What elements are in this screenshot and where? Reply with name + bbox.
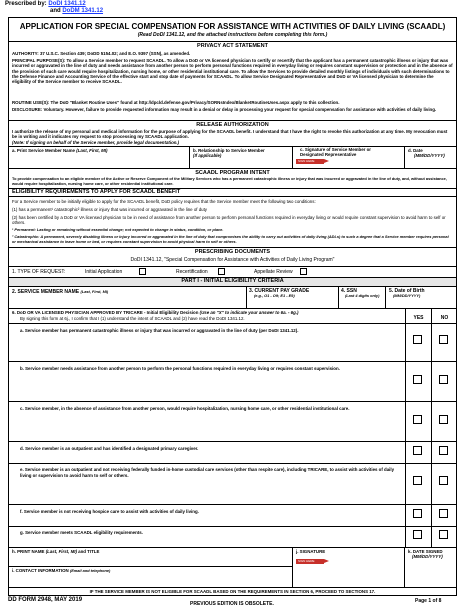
criteria-c-no-checkbox[interactable] xyxy=(439,415,448,424)
part1-heading: PART I - INITIAL ELIGIBILITY CRITERIA xyxy=(9,278,456,286)
criteria-a-label: a. Service member has permanent catastrophic illness or injury that was incurred or aggravated in the line of duty (per DoDI 1341.12). xyxy=(20,327,299,333)
appellate-review-checkbox[interactable] xyxy=(300,268,307,275)
service-member-name-field[interactable]: 2. SERVICE MEMBER NAME (Last, First, MI) xyxy=(12,289,109,295)
criteria-g-yes-checkbox[interactable] xyxy=(413,530,422,539)
criteria-e-yes-checkbox[interactable] xyxy=(413,476,422,485)
criteria-f-label: f. Service member is not receiving hospice care to assist with activities of daily living. xyxy=(20,508,199,514)
eligibility-condition-1: (1) has a permanent¹ catastrophic² illness or injury that was incurred or aggravated in the line of duty xyxy=(12,207,207,212)
pay-grade-field[interactable]: 3. CURRENT PAY GRADE (e.g., O1 - O9; E1 - E9) xyxy=(249,288,310,298)
and-label: and xyxy=(50,8,61,14)
form-title: APPLICATION FOR SPECIAL COMPENSATION FOR ASSISTANCE WITH ACTIVITIES OF DAILY LIVING (SCAADL) xyxy=(19,22,446,31)
physician-signature-field[interactable]: j. SIGNATURE xyxy=(296,549,326,554)
criteria-c-label: c. Service member, in the absence of assistance from another person, would require hospitalization, nursing home care, or other residential institutional care. xyxy=(20,405,350,411)
initial-application-checkbox[interactable] xyxy=(139,268,146,275)
criteria-e-label: e. Service member is an outpatient and not receiving federally funded in-home custodial care services (other than respite care), including TRICARE, to assist with activities of daily living or supervision to avoid harm to self or others. xyxy=(20,467,395,478)
ssn-field[interactable]: 4. SSN (Last 4 digits only) xyxy=(341,288,380,298)
prescribing-text: DoDI 1341.12, "Special Compensation for Assistance with Activities of Daily Living Program" xyxy=(130,257,335,263)
sign-here-flag: SIGN HERE xyxy=(296,159,324,164)
criteria-b-no-checkbox[interactable] xyxy=(439,375,448,384)
footer-note: IF THE SERVICE MEMBER IS NOT ELIGIBLE FOR SCAADL BASED ON THE REQUIREMENTS IN SECTION 6, PROCEED TO SECTIONS 17. xyxy=(89,589,376,594)
release-signature-field[interactable]: c. Signature of Service Member or Designated Representative xyxy=(300,147,372,158)
criteria-a-yes-checkbox[interactable] xyxy=(413,335,422,344)
release-name-field[interactable]: a. Print Service Member Name (Last, First, MI) xyxy=(12,148,108,153)
privacy-routine: ROUTINE USE(S): The DoD "Blanket Routine Uses" found at http://dpcld.defense.gov/Privacy/SORNsIndex/BlanketRoutineUses.aspx apply to this collection. xyxy=(12,100,340,105)
criteria-d-yes-checkbox[interactable] xyxy=(413,446,422,455)
section6-heading: 6. DoD OR VA LICENSED PHYSICIAN APPROVED BY TRICARE - Initial Eligibility Decision (Use an "X" to indicate your answer to 6a. - 6g.) xyxy=(12,310,299,315)
dob-field[interactable]: 5. Date of Birth (MM/DD/YYYY) xyxy=(389,288,425,298)
request-recert-label: Recertification xyxy=(176,269,208,275)
criteria-d-label: d. Service member is an outpatient and has identified a designated primary caregiver. xyxy=(20,445,199,451)
request-initial-label: Initial Application xyxy=(85,269,123,275)
form-subtitle: (Read DoDI 1341.12, and the attached instructions before completing this form.) xyxy=(137,32,328,38)
prescribed-by xyxy=(5,1,103,15)
eligibility-intro: For a Service member to be initially eligible to apply for the SCAADL benefit, DoD policy requires that the Service member meet the following two conditions: xyxy=(12,199,316,204)
sign-here-flag-2: SIGN HERE xyxy=(296,559,324,564)
form-id: DD FORM 2948, MAY 2019 xyxy=(8,597,83,603)
privacy-authority: AUTHORITY: 37 U.S.C. Section 439; DoDD 5154.02; and E.O. 9397 (SSN), as amended. xyxy=(12,51,191,56)
date-signed-field[interactable]: k. DATE SIGNED (MM/DD/YYYY) xyxy=(408,549,443,560)
criteria-d-no-checkbox[interactable] xyxy=(439,446,448,455)
dodm-link[interactable]: DoDM 1341.12 xyxy=(62,8,104,14)
criteria-e-no-checkbox[interactable] xyxy=(439,476,448,485)
page-number: Page 1 of 8 xyxy=(415,598,442,604)
scaadl-form xyxy=(8,17,457,596)
intent-heading: SCAADL PROGRAM INTENT xyxy=(195,170,270,176)
recertification-checkbox[interactable] xyxy=(218,268,225,275)
release-date-field[interactable]: d. Date (MM/DD/YYYY) xyxy=(408,148,445,159)
criteria-g-label: g. Service member meets SCAADL eligibility requirements. xyxy=(20,530,143,536)
physician-name-field[interactable]: h. PRINT NAME (Last, First, MI) and TITLE xyxy=(12,549,100,554)
criteria-c-yes-checkbox[interactable] xyxy=(413,415,422,424)
release-note: (Note: If signing on behalf of the Service member, provide legal documentation.) xyxy=(12,140,180,145)
intent-text: To provide compensation to an eligible member of the Active or Reserve Component of the Military Services who has a permanent catastrophic illness or injury that was incurred or aggravated in the line of duty, and, without assistance, would require hospitalization, nursing home care, or other residential institutional care. xyxy=(12,176,447,186)
contact-info-field[interactable]: i. CONTACT INFORMATION (Email and telephone) xyxy=(12,568,111,573)
yes-header: YES xyxy=(413,315,424,321)
eligibility-heading: ELIGIBILITY REQUIREMENTS TO APPLY FOR SCAADL BENEFIT xyxy=(12,189,181,195)
release-relationship-field[interactable]: b. Relationship to Service Member (If applicable) xyxy=(193,148,265,159)
eligibility-condition-2: (2) has been certified by a DoD or VA licensed physician to be in need of assistance from another person to perform personal functions required in everyday living or would require constant supervision to avoid harm to self or others. xyxy=(12,215,446,226)
dodi-link[interactable]: DoDI 1341.12 xyxy=(48,1,86,7)
privacy-heading: PRIVACY ACT STATEMENT xyxy=(197,43,268,49)
criteria-b-label: b. Service member needs assistance from another person to perform the personal functions required in everyday living or requires constant supervision. xyxy=(20,365,340,371)
prescribed-label: Prescribed by: xyxy=(5,1,47,7)
request-type-label: 1. TYPE OF REQUEST: xyxy=(12,269,66,275)
criteria-g-no-checkbox[interactable] xyxy=(439,530,448,539)
footnote-catastrophic: ² Catastrophic: A permanent, severely disabling illness or injury incurred or aggravated in the line of duty that compromises the ability to carry out activities of daily living (ADLs) to such a degree that a Service member requires personal or mechanical assistance to leave home or bed, or requires constant supervision to avoid physical harm to self or others. xyxy=(12,234,449,244)
criteria-b-yes-checkbox[interactable] xyxy=(413,375,422,384)
release-heading: RELEASE AUTHORIZATION xyxy=(196,122,269,128)
criteria-f-yes-checkbox[interactable] xyxy=(413,509,422,518)
privacy-disclosure: DISCLOSURE: Voluntary. However, failure to provide requested information may result in a denial or delay in processing your request for special compensation for assistance with activities of daily living. xyxy=(12,107,437,112)
privacy-purpose: PRINCIPAL PURPOSE(S): To allow a Service member to request SCAADL. To allow a DoD or VA licensed physician to certify or recertify that the applicant has a permanent catastrophic illness or injury that was incurred or aggravated in the line of duty and needs assistance from another person to perform personal functions required in everyday living or requires constant supervision or protection and in the absence of the provision of such care would require hospitalization, nursing home, or other residential institutional care. To allow the Services to provide detailed monthly listings of individuals with such determinations to the Defense Finance and Accounting Service of the effective start and stop date of payments for SCAADL. To allow Service Designated Representative and DoD or VA licensed physician to determine the eligibility of the Service member to receive SCAADL. xyxy=(12,58,453,85)
prescribing-heading: PRESCRIBING DOCUMENTS xyxy=(194,249,271,255)
footnote-permanent: ¹ Permanent: Lasting or remaining without essential change; not expected to change in status, condition, or place. xyxy=(12,227,224,232)
release-text: I authorize the release of my personal and medical information for the purpose of applying for the SCAADL benefit. I understand that I have the right to revoke this authorization at any time. My revocation must be in writing and it indicates my request to stop processing my SCAADL application. xyxy=(12,129,448,140)
no-header: NO xyxy=(440,315,449,321)
section6-sub: By signing this form at 6j., I confirm that I (1) understand the intent of SCAADL and (2) have read the DoDI 1341.12. xyxy=(20,316,245,321)
obsolete-note: PREVIOUS EDITION IS OBSOLETE. xyxy=(190,601,274,607)
request-appellate-label: Appellate Review xyxy=(254,269,293,275)
criteria-a-no-checkbox[interactable] xyxy=(439,335,448,344)
criteria-f-no-checkbox[interactable] xyxy=(439,509,448,518)
